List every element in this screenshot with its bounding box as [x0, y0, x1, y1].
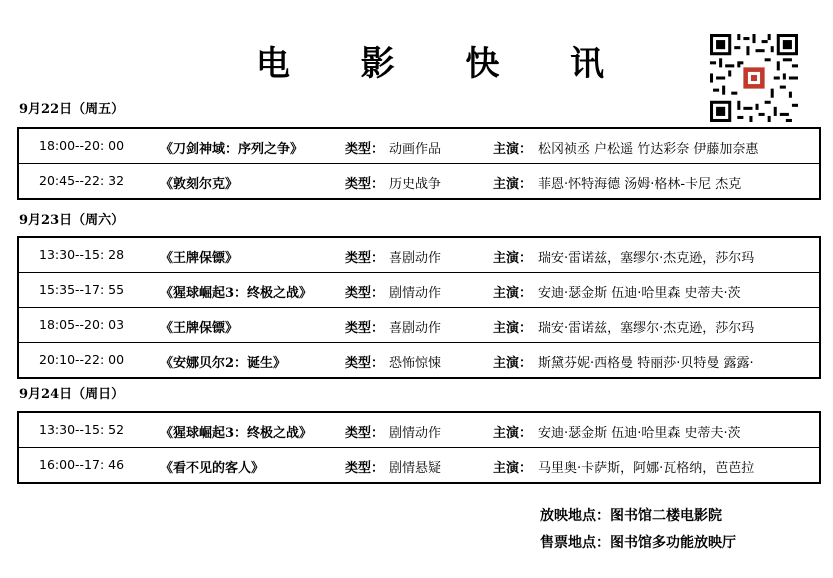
genre-value: 喜剧动作: [389, 321, 442, 336]
table-row: [19, 273, 819, 308]
genre-value: 剧情动作: [389, 426, 442, 441]
table-row: [19, 308, 819, 343]
showtime: 18:00--20: 00: [39, 138, 125, 153]
title-char: 快: [465, 44, 500, 84]
ticket-value: 图书馆多功能放映厅: [610, 535, 736, 551]
schedule-table: [17, 411, 821, 484]
movie-title: 《看不见的客人》: [160, 461, 265, 476]
showtime: 13:30--15: 28: [39, 247, 125, 262]
movie-title: 《刀剑神域：序列之争》: [160, 142, 304, 157]
genre-label: 类型：: [345, 177, 385, 192]
venue-label: 放映地点：: [540, 508, 610, 524]
genre-value: 剧情动作: [389, 286, 442, 301]
cast-label: 主演：: [493, 461, 533, 476]
day-label: 9月24日（周日）: [19, 387, 125, 402]
cast-label: 主演：: [493, 286, 533, 301]
showtime: 13:30--15: 52: [39, 422, 125, 437]
genre-label: 类型：: [345, 426, 385, 441]
genre-value: 动画作品: [389, 142, 442, 157]
movie-title: 《猩球崛起3：终极之战》: [160, 286, 313, 301]
title-char: 讯: [569, 44, 604, 84]
genre-label: 类型：: [345, 142, 385, 157]
table-row: [19, 343, 819, 377]
genre-label: 类型：: [345, 251, 385, 266]
table-row: [19, 129, 819, 164]
movie-title: 《猩球崛起3：终极之战》: [160, 426, 313, 441]
schedule-table: [17, 236, 821, 379]
showtime: 18:05--20: 03: [39, 317, 125, 332]
cast-value: 斯黛芬妮·西格曼 特丽莎·贝特曼 露露·: [538, 356, 754, 371]
cast-label: 主演：: [493, 251, 533, 266]
venue-value: 图书馆二楼电影院: [610, 508, 722, 524]
page-title: [250, 36, 610, 85]
cast-value: 瑞安·雷诺兹，塞缪尔·杰克逊，莎尔玛: [538, 321, 755, 336]
cast-label: 主演：: [493, 321, 533, 336]
movie-title: 《安娜贝尔2：诞生》: [160, 356, 287, 371]
cast-value: 安迪·瑟金斯 伍迪·哈里森 史蒂夫·茨: [538, 426, 741, 441]
genre-value: 喜剧动作: [389, 251, 442, 266]
venue-info: [540, 505, 722, 525]
day-label: 9月23日（周六）: [19, 213, 125, 228]
title-char: 电: [256, 44, 290, 84]
table-row: [19, 413, 819, 448]
movie-title: 《王牌保镖》: [160, 251, 239, 266]
showtime: 20:10--22: 00: [39, 352, 125, 367]
cast-value: 菲恩·怀特海德 汤姆·格林-卡尼 杰克: [538, 177, 742, 192]
title-char: 影: [360, 44, 395, 84]
cast-label: 主演：: [493, 142, 533, 157]
cast-label: 主演：: [493, 177, 533, 192]
qr-code-icon: [710, 34, 798, 122]
movie-title: 《王牌保镖》: [160, 321, 239, 336]
showtime: 20:45--22: 32: [39, 173, 125, 188]
schedule-table: [17, 127, 821, 200]
genre-label: 类型：: [345, 356, 385, 371]
cast-value: 松冈祯丞 户松遥 竹达彩奈 伊藤加奈惠: [538, 142, 759, 157]
genre-value: 历史战争: [389, 177, 442, 192]
showtime: 15:35--17: 55: [39, 282, 125, 297]
genre-label: 类型：: [345, 321, 385, 336]
cast-value: 瑞安·雷诺兹，塞缪尔·杰克逊，莎尔玛: [538, 251, 755, 266]
movie-title: 《敦刻尔克》: [160, 177, 239, 192]
genre-value: 恐怖惊悚: [389, 356, 442, 371]
genre-label: 类型：: [345, 286, 385, 301]
genre-label: 类型：: [345, 461, 385, 476]
cast-value: 安迪·瑟金斯 伍迪·哈里森 史蒂夫·茨: [538, 286, 741, 301]
table-row: [19, 448, 819, 482]
ticket-label: 售票地点：: [540, 535, 610, 551]
cast-value: 马里奥·卡萨斯，阿娜·瓦格纳，芭芭拉: [538, 461, 755, 476]
cast-label: 主演：: [493, 356, 533, 371]
table-row: [19, 238, 819, 273]
genre-value: 剧情悬疑: [389, 461, 442, 476]
showtime: 16:00--17: 46: [39, 457, 125, 472]
table-row: [19, 164, 819, 198]
cast-label: 主演：: [493, 426, 533, 441]
day-label: 9月22日（周五）: [19, 102, 125, 117]
ticket-info: [540, 532, 736, 552]
